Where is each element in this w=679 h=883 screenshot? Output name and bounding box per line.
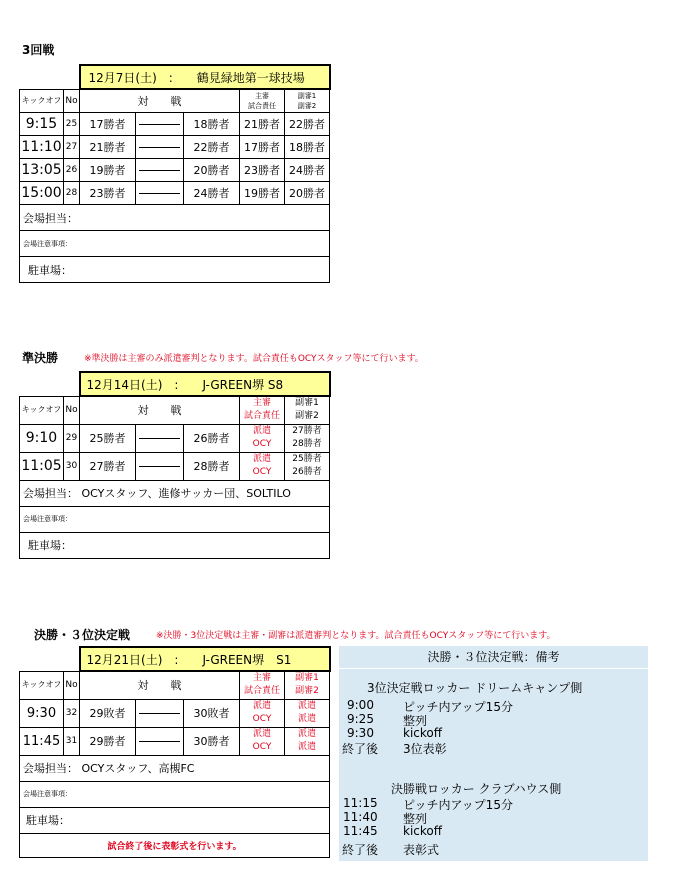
- home-team: 25勝者: [80, 424, 136, 452]
- assistant: 27勝者 28勝者: [285, 424, 330, 452]
- col-assistant: 副審1 副審2: [285, 671, 330, 699]
- match-no: 30: [64, 452, 80, 480]
- score-blank: [136, 699, 184, 727]
- schedule-time: 11:40: [343, 810, 378, 824]
- final-table: [19, 646, 331, 858]
- schedule-item: 整列: [403, 812, 428, 826]
- away-team: 18勝者: [184, 113, 240, 136]
- kickoff-time: 9:10: [20, 424, 64, 452]
- ceremony-notice: 試合終了後に表彰式を行います。: [20, 833, 330, 857]
- referee: 派遣 OCY: [240, 699, 285, 727]
- assistant: 22勝者: [285, 113, 330, 136]
- third-place-locker: 3位決定戦ロッカー ドリームキャンプ側: [367, 681, 583, 695]
- round3-title: 3回戦: [22, 43, 55, 57]
- col-kickoff: キックオフ: [20, 396, 64, 424]
- home-team: 27勝者: [80, 452, 136, 480]
- score-blank: [136, 113, 184, 136]
- score-blank: [136, 182, 184, 205]
- col-referee: 主審 試合責任: [240, 89, 285, 113]
- col-match: 対 戦: [80, 89, 240, 113]
- venue-notes: 会場注意事項：: [20, 781, 330, 807]
- home-team: 17勝者: [80, 113, 136, 136]
- col-no: No: [64, 89, 80, 113]
- assistant: 25勝者 26勝者: [285, 452, 330, 480]
- score-blank: [136, 452, 184, 480]
- match-no: 28: [64, 182, 80, 205]
- referee: 派遣 OCY: [240, 452, 285, 480]
- kickoff-time: 9:15: [20, 113, 64, 136]
- schedule-item: 整列: [403, 714, 428, 728]
- col-referee: 主審 試合責任: [240, 671, 285, 699]
- parking: 駐車場：: [20, 532, 330, 558]
- schedule-item: 3位表彰: [403, 742, 447, 756]
- kickoff-time: 11:10: [20, 136, 64, 159]
- home-team: 23勝者: [80, 182, 136, 205]
- away-team: 20勝者: [184, 159, 240, 182]
- match-no: 29: [64, 424, 80, 452]
- score-blank: [136, 159, 184, 182]
- schedule-time: 9:30: [347, 726, 374, 740]
- away-team: 26勝者: [184, 424, 240, 452]
- assistant: 24勝者: [285, 159, 330, 182]
- referee: 21勝者: [240, 113, 285, 136]
- col-referee: 主審 試合責任: [240, 396, 285, 424]
- col-assistant: 副審1 副審2: [285, 89, 330, 113]
- venue-notes: 会場注意事項：: [20, 231, 330, 257]
- schedule-time: 11:45: [343, 824, 378, 838]
- kickoff-time: 11:45: [20, 727, 64, 755]
- col-kickoff: キックオフ: [20, 89, 64, 113]
- schedule-item: 表彰式: [403, 843, 440, 857]
- parking: 駐車場：: [20, 257, 330, 283]
- assistant: 18勝者: [285, 136, 330, 159]
- away-team: 28勝者: [184, 452, 240, 480]
- assistant: 20勝者: [285, 182, 330, 205]
- semifinal-title: 準決勝: [22, 351, 59, 365]
- col-no: No: [64, 671, 80, 699]
- score-blank: [136, 424, 184, 452]
- round3-header: 12月7日(土) : 鶴見緑地第一球技場: [80, 65, 330, 89]
- referee: 23勝者: [240, 159, 285, 182]
- semifinal-header: 12月14日(土) : J-GREEN堺 S8: [80, 372, 330, 396]
- match-no: 25: [64, 113, 80, 136]
- home-team: 21勝者: [80, 136, 136, 159]
- schedule-time: 終了後: [342, 742, 379, 756]
- schedule-item: kickoff: [403, 726, 443, 740]
- match-no: 32: [64, 699, 80, 727]
- final-locker: 決勝戦ロッカー クラブハウス側: [391, 782, 562, 796]
- referee: 19勝者: [240, 182, 285, 205]
- score-blank: [136, 136, 184, 159]
- round3-table: [19, 64, 331, 283]
- schedule-time: 9:25: [347, 712, 374, 726]
- schedule-item: kickoff: [403, 824, 443, 838]
- kickoff-time: 15:00: [20, 182, 64, 205]
- match-no: 31: [64, 727, 80, 755]
- match-no: 26: [64, 159, 80, 182]
- schedule-time: 終了後: [342, 843, 379, 857]
- venue-staff: 会場担当： OCYスタッフ、高槻FC: [20, 755, 330, 781]
- schedule-item: ピッチ内アップ15分: [403, 798, 513, 812]
- referee: 17勝者: [240, 136, 285, 159]
- venue-staff: 会場担当：: [20, 205, 330, 231]
- venue-staff: 会場担当： OCYスタッフ、進修サッカー団、SOLTILO: [20, 480, 330, 506]
- col-match: 対 戦: [80, 396, 240, 424]
- home-team: 29敗者: [80, 699, 136, 727]
- away-team: 30敗者: [184, 699, 240, 727]
- away-team: 24勝者: [184, 182, 240, 205]
- assistant: 派遣 派遣: [285, 727, 330, 755]
- venue-notes: 会場注意事項：: [20, 506, 330, 532]
- away-team: 30勝者: [184, 727, 240, 755]
- kickoff-time: 13:05: [20, 159, 64, 182]
- away-team: 22勝者: [184, 136, 240, 159]
- memo-header: 決勝・３位決定戦：備考: [339, 646, 648, 669]
- referee: 派遣 OCY: [240, 424, 285, 452]
- kickoff-time: 9:30: [20, 699, 64, 727]
- col-no: No: [64, 396, 80, 424]
- score-blank: [136, 727, 184, 755]
- schedule-time: 11:15: [343, 796, 378, 810]
- final-memo-panel: [339, 646, 648, 861]
- final-title: 決勝・３位決定戦: [34, 628, 131, 642]
- final-header: 12月21日(土) : J-GREEN堺 S1: [80, 647, 330, 671]
- semifinal-note: ※準決勝は主審のみ派遣審判となります。試合責任もOCYスタッフ等にて行います。: [84, 354, 424, 364]
- col-assistant: 副審1 副審2: [285, 396, 330, 424]
- match-no: 27: [64, 136, 80, 159]
- col-match: 対 戦: [80, 671, 240, 699]
- schedule-item: ピッチ内アップ15分: [403, 700, 513, 714]
- semifinal-table: [19, 371, 331, 559]
- col-kickoff: キックオフ: [20, 671, 64, 699]
- referee: 派遣 OCY: [240, 727, 285, 755]
- home-team: 29勝者: [80, 727, 136, 755]
- home-team: 19勝者: [80, 159, 136, 182]
- kickoff-time: 11:05: [20, 452, 64, 480]
- parking: 駐車場：: [20, 807, 330, 833]
- final-note: ※決勝・3位決定戦は主審・副審は派遣審判となります。試合責任もOCYスタッフ等にて行います。: [156, 631, 556, 641]
- schedule-time: 9:00: [347, 698, 374, 712]
- assistant: 派遣 派遣: [285, 699, 330, 727]
